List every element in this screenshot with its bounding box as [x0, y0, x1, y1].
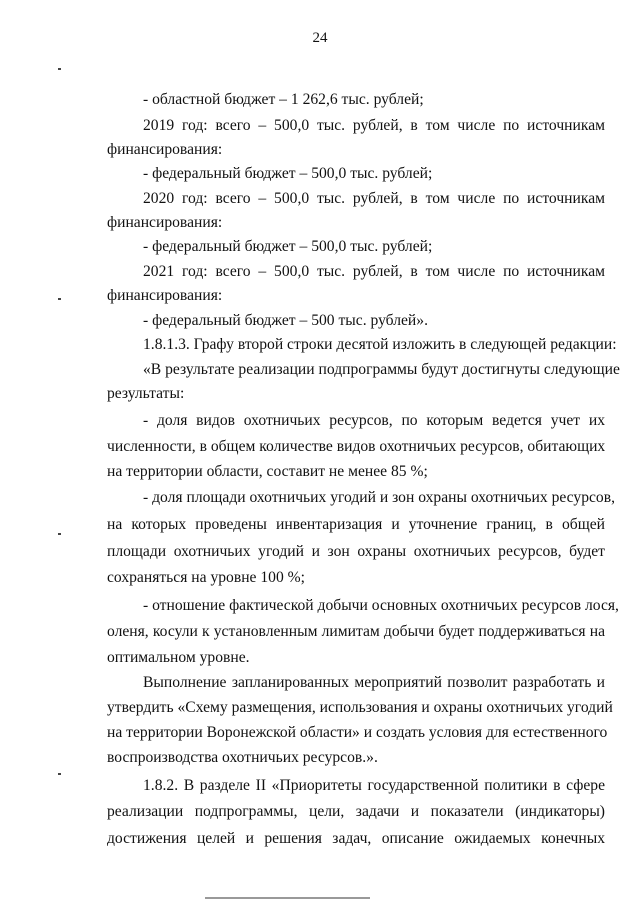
text-line: на территории Воронежской области» и создать условия для естественного — [107, 724, 608, 741]
text-line: оптимальном уровне. — [107, 649, 250, 666]
text-line: 1.8.1.3. Графу второй строки десятой изложить в следующей редакции: — [143, 336, 617, 353]
text-line: 2020 год: всего – 500,0 тыс. рублей, в том числе по источникам — [143, 190, 605, 207]
margin-mark — [58, 533, 61, 535]
text-line: - федеральный бюджет – 500,0 тыс. рублей; — [143, 165, 433, 182]
text-line: Выполнение запланированных мероприятий позволит разработать и — [143, 674, 605, 691]
text-line: - федеральный бюджет – 500 тыс. рублей». — [143, 312, 428, 329]
text-line: реализации подпрограммы, цели, задачи и показатели (индикаторы) — [107, 803, 605, 820]
margin-mark — [58, 298, 61, 300]
text-line: - доля видов охотничьих ресурсов, по которым ведется учет их — [143, 412, 605, 429]
text-line: на территории области, составит не менее 85 %; — [107, 463, 428, 480]
text-line: площади охотничьих угодий и зон охраны охотничьих ресурсов, будет — [107, 543, 605, 560]
text-line: достижения целей и решения задач, описание ожидаемых конечных — [107, 830, 605, 847]
text-line: финансирования: — [107, 214, 223, 231]
page-number: 24 — [312, 30, 328, 46]
text-line: - доля площади охотничьих угодий и зон охраны охотничьих ресурсов, — [143, 489, 615, 506]
text-line: на которых проведены инвентаризация и уточнение границ, в общей — [107, 516, 605, 533]
text-line: - областной бюджет – 1 262,6 тыс. рублей; — [143, 91, 424, 108]
text-line: 1.8.2. В разделе II «Приоритеты государственной политики в сфере — [143, 777, 605, 794]
margin-mark — [58, 773, 61, 775]
text-line: 2019 год: всего – 500,0 тыс. рублей, в том числе по источникам — [143, 117, 605, 134]
text-line: воспроизводства охотничьих ресурсов.». — [107, 749, 378, 766]
text-line: численности, в общем количестве видов охотничьих ресурсов, обитающих — [107, 438, 606, 455]
text-line: утвердить «Схему размещения, использования и охраны охотничьих угодий — [107, 699, 613, 716]
text-line: оленя, косули к установленным лимитам добычи будет поддерживаться на — [107, 623, 605, 640]
text-line: результаты: — [107, 385, 185, 402]
text-line: финансирования: — [107, 287, 223, 304]
text-line: финансирования: — [107, 141, 223, 158]
text-line: - федеральный бюджет – 500,0 тыс. рублей; — [143, 238, 433, 255]
text-line: - отношение фактической добычи основных охотничьих ресурсов лося, — [143, 597, 619, 614]
margin-mark — [58, 68, 61, 70]
scan-edge-line — [205, 897, 370, 899]
text-line: «В результате реализации подпрограммы будут достигнуты следующие — [143, 361, 620, 378]
text-line: сохраняться на уровне 100 %; — [107, 569, 305, 586]
text-line: 2021 год: всего – 500,0 тыс. рублей, в том числе по источникам — [143, 263, 605, 280]
